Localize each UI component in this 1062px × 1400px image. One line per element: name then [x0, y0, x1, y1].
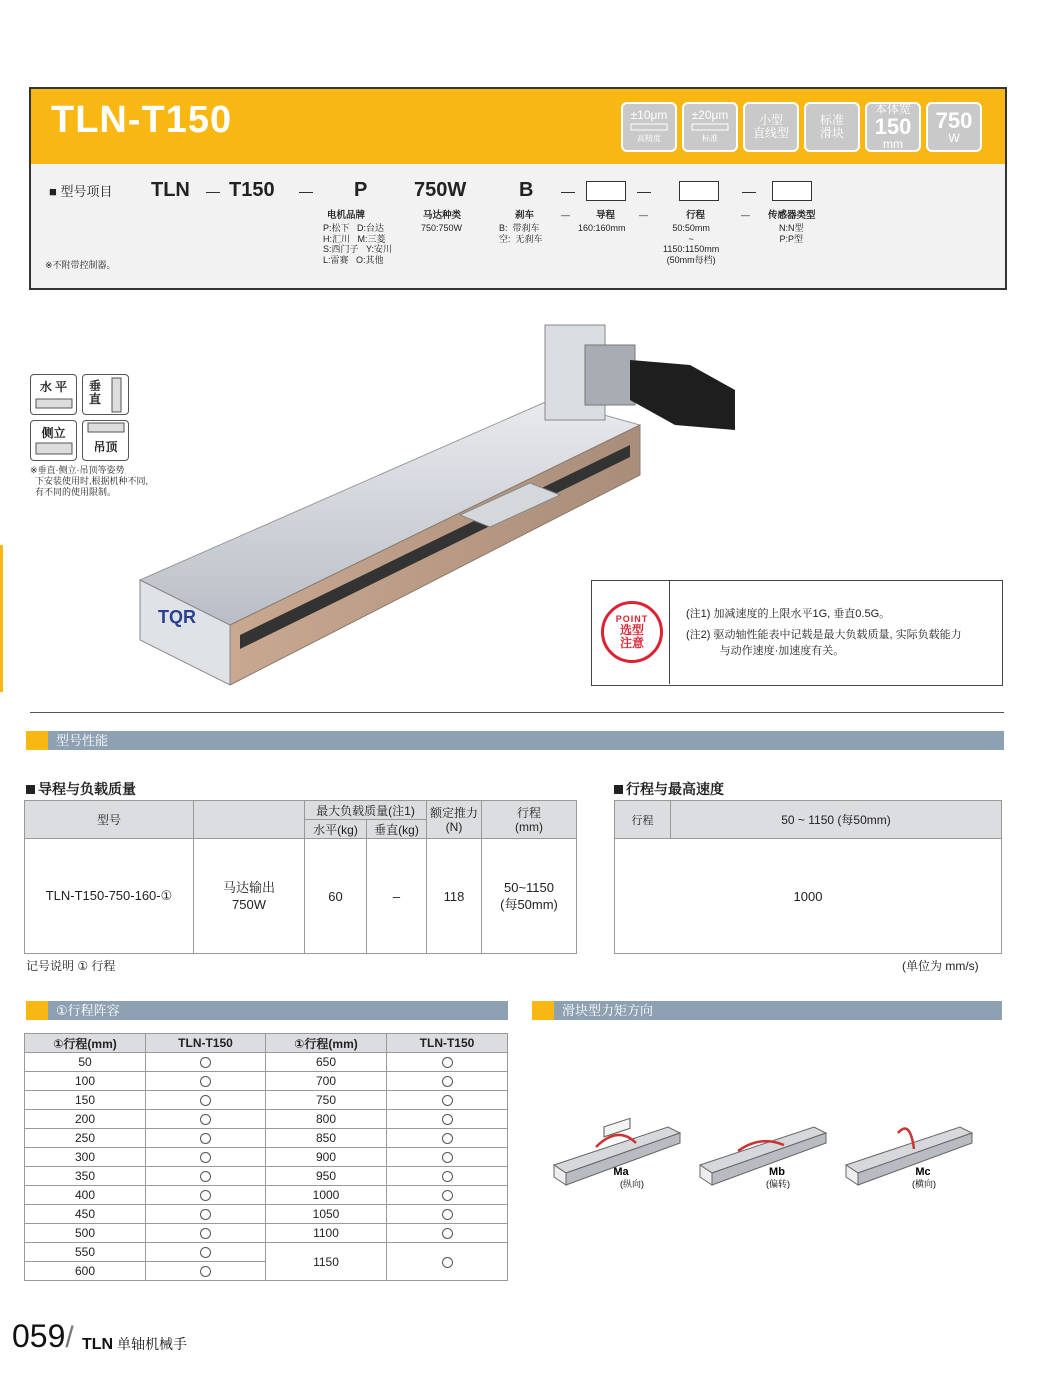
stroke-value: 350	[25, 1167, 146, 1186]
stroke-label: 行程	[686, 210, 706, 221]
model-items-label: ■ 型号项目	[49, 184, 113, 199]
page-title: TLN-T150	[51, 99, 233, 141]
stroke-value: 250	[25, 1129, 146, 1148]
availability-cell	[146, 1129, 266, 1148]
table-row	[25, 1091, 508, 1110]
available-circle-icon	[200, 1190, 211, 1201]
available-circle-icon	[200, 1266, 211, 1277]
page-number: 059/	[12, 1318, 74, 1354]
cell-stroke: 50~1150 (每50mm)	[482, 839, 577, 954]
col-thrust: 额定推力 (N)	[427, 801, 482, 839]
stroke-value: 900	[266, 1148, 387, 1167]
note-1: (注1) 加减速度的上限水平1G, 垂直0.5G。	[686, 608, 891, 620]
col-max-load: 最大负载质量(注1)	[305, 801, 427, 820]
stroke-range: 50 ~ 1150 (每50mm)	[671, 801, 1002, 839]
precision-icon	[629, 122, 669, 132]
section-title: 型号性能	[56, 733, 109, 748]
available-circle-icon	[442, 1114, 453, 1125]
model-performance-bar	[26, 731, 1004, 750]
available-circle-icon	[442, 1171, 453, 1182]
stroke-input-box	[679, 181, 719, 201]
col-stroke: ①行程(mm)	[25, 1034, 146, 1053]
lead-load-heading: 导程与负载质量	[26, 779, 136, 799]
orientation-note: ※垂直·侧立·吊顶等姿势 下安装使用时,根据机种不同, 有不同的使用限制。	[30, 465, 149, 497]
servo-motor	[630, 360, 735, 430]
availability-cell	[387, 1167, 508, 1186]
section-title: 滑块型力矩方向	[562, 1003, 654, 1018]
col-stroke: 行程 (mm)	[482, 801, 577, 839]
controller-note: ※不附带控制器。	[45, 260, 116, 270]
moment-ma-label: Ma	[613, 1166, 629, 1178]
table-row	[25, 1243, 508, 1262]
stroke-values: 50:50mm ~ 1150:1150mm (50mm每档)	[663, 223, 720, 265]
availability-cell	[146, 1262, 266, 1281]
available-circle-icon	[442, 1133, 453, 1144]
availability-cell	[146, 1053, 266, 1072]
table-row	[25, 1167, 508, 1186]
col-stroke: 行程	[615, 801, 671, 839]
section-accent	[26, 1001, 48, 1020]
dash: —	[741, 210, 750, 220]
horizontal-rail-icon	[34, 395, 74, 411]
vertical-mount-icon	[82, 374, 129, 415]
stroke-value: 1000	[266, 1186, 387, 1205]
cell-motor: 马达输出 750W	[194, 839, 305, 954]
stroke-lineup-table	[24, 1033, 508, 1281]
symbol-legend: 记号说明 ① 行程	[26, 959, 116, 973]
side-rail-icon	[34, 441, 74, 457]
stroke-value: 200	[25, 1110, 146, 1129]
cell-vertical: –	[367, 839, 427, 954]
availability-cell	[146, 1110, 266, 1129]
selection-notes-box	[591, 580, 1003, 686]
section-accent	[26, 731, 48, 750]
moment-mb-sub: (偏转)	[766, 1179, 790, 1189]
model-motor-power: 750W	[414, 179, 467, 201]
body-width-badge: 本体宽 150 mm	[865, 102, 921, 152]
model-series: TLN	[151, 179, 190, 201]
availability-cell	[146, 1243, 266, 1262]
availability-cell	[146, 1148, 266, 1167]
available-circle-icon	[442, 1209, 453, 1220]
stroke-value: 100	[25, 1072, 146, 1091]
precision-10um-badge: ±10μm 高精度	[621, 102, 677, 152]
note-2: (注2) 驱动轴性能表中记载是最大负载质量, 实际负载能力 与动作速度·加速度有关。	[686, 629, 962, 657]
sensor-label: 传感器类型	[768, 210, 816, 221]
stroke-value: 550	[25, 1243, 146, 1262]
available-circle-icon	[200, 1152, 211, 1163]
table-row	[25, 1110, 508, 1129]
dash: —	[299, 183, 313, 199]
stroke-value: 150	[25, 1091, 146, 1110]
model-brake: B	[519, 179, 534, 201]
available-circle-icon	[200, 1133, 211, 1144]
available-circle-icon	[200, 1095, 211, 1106]
table-row	[25, 1186, 508, 1205]
dash: —	[561, 210, 570, 220]
stroke-value: 1100	[266, 1224, 387, 1243]
availability-cell	[387, 1072, 508, 1091]
point-text: POINT	[615, 614, 649, 624]
availability-cell	[146, 1091, 266, 1110]
ceiling-rail-icon	[86, 421, 126, 435]
col-model: TLN-T150	[146, 1034, 266, 1053]
stroke-value: 1050	[266, 1205, 387, 1224]
stroke-speed-heading: 行程与最高速度	[614, 779, 724, 799]
stroke-lineup-bar	[26, 1001, 508, 1020]
horizontal-label: 水 平	[39, 380, 68, 394]
moment-diagrams	[548, 1115, 988, 1195]
vertical-label: 垂 直	[89, 379, 102, 406]
availability-cell	[387, 1243, 508, 1281]
precision-icon	[690, 122, 730, 132]
table-row	[25, 1072, 508, 1091]
available-circle-icon	[442, 1190, 453, 1201]
stroke-value: 500	[25, 1224, 146, 1243]
cell-horizontal: 60	[305, 839, 367, 954]
stroke-value: 400	[25, 1186, 146, 1205]
footer-series: TLN 单轴机械手	[82, 1336, 187, 1353]
moment-mc-sub: (横向)	[912, 1179, 936, 1189]
col-model: 型号	[25, 801, 194, 839]
available-circle-icon	[200, 1057, 211, 1068]
availability-cell	[387, 1148, 508, 1167]
availability-cell	[387, 1053, 508, 1072]
available-circle-icon	[200, 1247, 211, 1258]
sensor-input-box	[772, 181, 812, 201]
availability-cell	[146, 1205, 266, 1224]
section-divider	[30, 712, 1004, 713]
stroke-value: 600	[25, 1262, 146, 1281]
availability-cell	[146, 1167, 266, 1186]
available-circle-icon	[200, 1228, 211, 1239]
table-row	[25, 839, 577, 954]
motor-power-badge: 750 W	[926, 102, 982, 152]
ceiling-label: 吊顶	[93, 440, 118, 454]
cell-thrust: 118	[427, 839, 482, 954]
available-circle-icon	[200, 1076, 211, 1087]
brake-label: 刹车	[515, 210, 535, 221]
stroke-value: 800	[266, 1110, 387, 1129]
stroke-value: 650	[266, 1053, 387, 1072]
dash: —	[637, 183, 651, 199]
lead-label: 导程	[596, 210, 616, 221]
available-circle-icon	[442, 1152, 453, 1163]
availability-cell	[387, 1110, 508, 1129]
precision-20um-badge: ±20μm 标准	[682, 102, 738, 152]
availability-cell	[146, 1224, 266, 1243]
stroke-value: 50	[25, 1053, 146, 1072]
table-row	[25, 1148, 508, 1167]
motor-brand-label: 电机品牌	[327, 210, 366, 221]
col-motor	[194, 801, 305, 839]
model-motor-brand: P	[354, 179, 368, 201]
lead-values: 160:160mm	[578, 223, 626, 233]
availability-cell	[146, 1072, 266, 1091]
moment-direction-bar	[532, 1001, 1002, 1020]
available-circle-icon	[442, 1057, 453, 1068]
dash: —	[206, 183, 220, 199]
vertical-rail-icon	[111, 377, 123, 413]
col-horizontal: 水平(kg)	[305, 820, 367, 839]
page-edge-accent	[0, 545, 3, 692]
available-circle-icon	[442, 1228, 453, 1239]
motor-type-label: 马达种类	[423, 210, 462, 221]
stroke-value: 700	[266, 1072, 387, 1091]
point-badge-icon	[601, 601, 663, 663]
stroke-value: 950	[266, 1167, 387, 1186]
availability-cell	[387, 1224, 508, 1243]
model-header-box	[29, 87, 1007, 290]
dash: —	[639, 210, 648, 220]
moment-mb-diagram	[700, 1127, 826, 1189]
point-icon-area	[592, 581, 670, 684]
product-logo: TQR	[158, 607, 196, 627]
availability-cell	[146, 1186, 266, 1205]
motor-type-values: 750:750W	[421, 223, 463, 233]
availability-cell	[387, 1186, 508, 1205]
stroke-value: 750	[266, 1091, 387, 1110]
mounting-orientation-icons	[30, 374, 140, 464]
sensor-values: N:N型 P:P型	[779, 223, 804, 244]
motor-coupling	[585, 345, 635, 405]
table-row	[25, 1053, 508, 1072]
stroke-value: 1150	[266, 1243, 387, 1281]
stroke-value: 300	[25, 1148, 146, 1167]
stroke-value: 450	[25, 1205, 146, 1224]
side-mount-icon	[30, 420, 77, 461]
motor-brand-values: P:松下 D:台达 H:汇川 M:三菱 S:西门子 Y:安川 L:雷赛 O:其他	[323, 223, 393, 265]
model-code-row	[49, 179, 999, 209]
header-title-bar	[31, 89, 1005, 164]
table-row	[25, 1129, 508, 1148]
available-circle-icon	[442, 1257, 453, 1268]
table-row	[25, 1205, 508, 1224]
availability-cell	[387, 1091, 508, 1110]
moment-mc-diagram	[846, 1127, 972, 1189]
available-circle-icon	[200, 1171, 211, 1182]
dash: —	[742, 183, 756, 199]
stroke-speed-table	[614, 800, 1002, 954]
stroke-value: 850	[266, 1129, 387, 1148]
lead-load-table	[24, 800, 577, 954]
col-stroke: ①行程(mm)	[266, 1034, 387, 1053]
side-label: 侧立	[41, 426, 66, 440]
availability-cell	[387, 1205, 508, 1224]
model-type: T150	[229, 179, 275, 201]
col-model: TLN-T150	[387, 1034, 508, 1053]
compact-linear-badge: 小型 直线型	[743, 102, 799, 152]
moment-ma-sub: (纵向)	[620, 1179, 644, 1189]
available-circle-icon	[442, 1095, 453, 1106]
point-main-text: 选型 注意	[619, 623, 644, 650]
moment-mb-label: Mb	[769, 1166, 785, 1178]
section-accent	[532, 1001, 554, 1020]
available-circle-icon	[200, 1209, 211, 1220]
max-speed-value: 1000	[615, 839, 1002, 954]
moment-ma-diagram	[554, 1118, 680, 1189]
table-row	[25, 1224, 508, 1243]
section-title: ①行程阵容	[56, 1003, 120, 1018]
lead-input-box	[586, 181, 626, 201]
brake-values: B: 带刹车 空: 无刹车	[499, 223, 543, 244]
cell-model: TLN-T150-750-160-①	[25, 839, 194, 954]
moment-mc-label: Mc	[915, 1166, 931, 1178]
available-circle-icon	[442, 1076, 453, 1087]
standard-slider-badge: 标准 滑块	[804, 102, 860, 152]
dash: —	[561, 183, 575, 199]
horizontal-mount-icon	[30, 374, 77, 415]
col-vertical: 垂直(kg)	[367, 820, 427, 839]
available-circle-icon	[200, 1114, 211, 1125]
availability-cell	[387, 1129, 508, 1148]
ceiling-mount-icon	[82, 420, 129, 461]
speed-unit: (单位为 mm/s)	[902, 959, 979, 973]
